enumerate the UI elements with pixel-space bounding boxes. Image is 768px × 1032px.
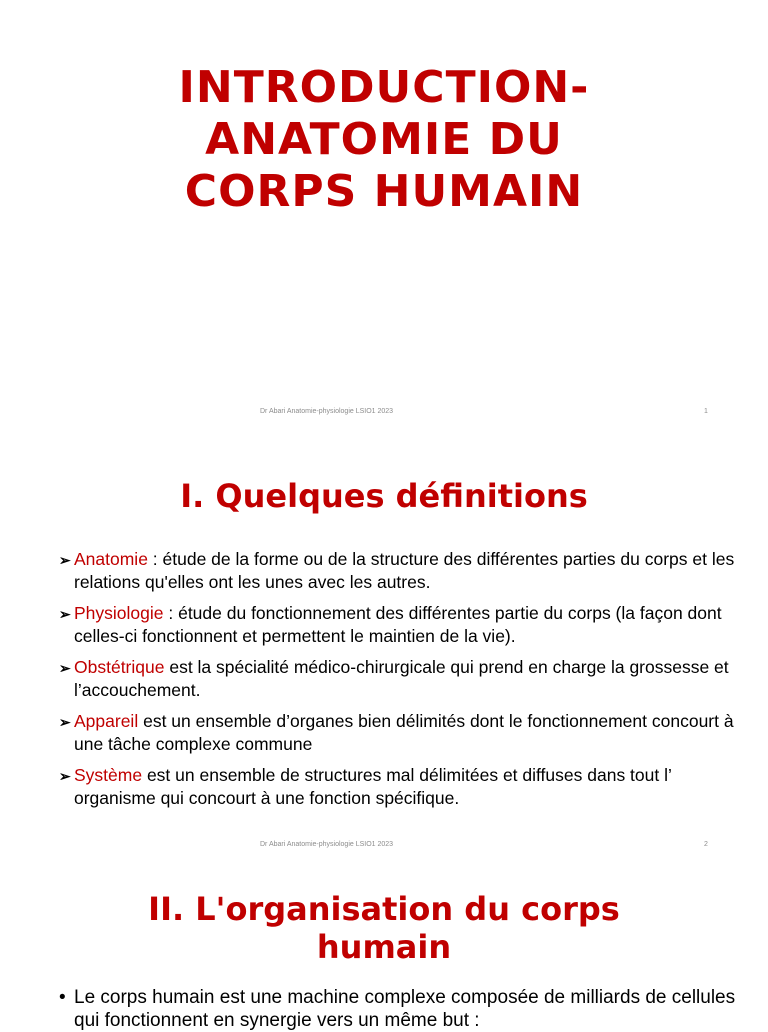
arrow-bullet-icon: ➢ bbox=[59, 768, 71, 784]
title-line-2: ANATOMIE DU bbox=[205, 114, 563, 165]
arrow-bullet-icon: ➢ bbox=[59, 552, 71, 568]
definition-text: : étude du fonctionnement des différentes partie du corps (la façon dont celles-ci fonctionnent et permettent le maintien de la vie). bbox=[74, 603, 722, 646]
definition-item bbox=[60, 548, 750, 594]
bullet-dot-icon: • bbox=[59, 987, 66, 1008]
arrow-bullet-icon: ➢ bbox=[59, 606, 71, 622]
list-item-text: Le corps humain est une machine complexe composée de milliards de cellules qui fonctionnent en synergie vers un même but : bbox=[74, 987, 736, 1031]
slide-1 bbox=[0, 0, 768, 432]
slide-2 bbox=[0, 432, 768, 864]
definition-term: Physiologie bbox=[74, 603, 164, 623]
definition-item bbox=[60, 710, 750, 756]
definition-text: : étude de la forme ou de la structure des différentes parties du corps et les relations qu'elles ont les unes avec les autres. bbox=[74, 549, 735, 592]
title-line-3: CORPS HUMAIN bbox=[184, 166, 584, 217]
definition-text: est la spécialité médico-chirurgicale qui prend en charge la grossesse et l’accouchement. bbox=[74, 657, 729, 700]
title-line-1: INTRODUCTION- bbox=[178, 62, 590, 113]
title-line-1: II. L'organisation du corps bbox=[148, 890, 620, 928]
definition-term: Anatomie bbox=[74, 549, 148, 569]
definition-item bbox=[60, 602, 750, 648]
slide-1-title bbox=[0, 62, 768, 218]
footer-text: Dr Abari Anatomie-physiologie LSIO1 2023 bbox=[260, 408, 394, 415]
definition-item bbox=[60, 764, 750, 810]
arrow-bullet-icon: ➢ bbox=[59, 660, 71, 676]
organisation-list bbox=[60, 986, 750, 1032]
page-number: 2 bbox=[704, 841, 708, 848]
title-line-2: humain bbox=[316, 928, 452, 966]
definition-text: est un ensemble de structures mal délimitées et diffuses dans tout l’ organisme qui concourt à une fonction spécifique. bbox=[74, 765, 672, 808]
definition-term: Appareil bbox=[74, 711, 139, 731]
slide-3-title bbox=[0, 890, 768, 966]
definition-item bbox=[60, 656, 750, 702]
slide-3 bbox=[0, 864, 768, 1031]
definition-term: Système bbox=[74, 765, 143, 785]
definition-term: Obstétrique bbox=[74, 657, 165, 677]
list-item bbox=[60, 986, 750, 1032]
slide-2-title: I. Quelques définitions bbox=[180, 477, 588, 515]
arrow-bullet-icon: ➢ bbox=[59, 714, 71, 730]
definitions-list bbox=[60, 548, 750, 818]
definition-text: est un ensemble d’organes bien délimités dont le fonctionnement concourt à une tâche complexe commune bbox=[74, 711, 734, 754]
footer-text: Dr Abari Anatomie-physiologie LSIO1 2023 bbox=[260, 841, 394, 848]
page-number: 1 bbox=[704, 408, 708, 415]
